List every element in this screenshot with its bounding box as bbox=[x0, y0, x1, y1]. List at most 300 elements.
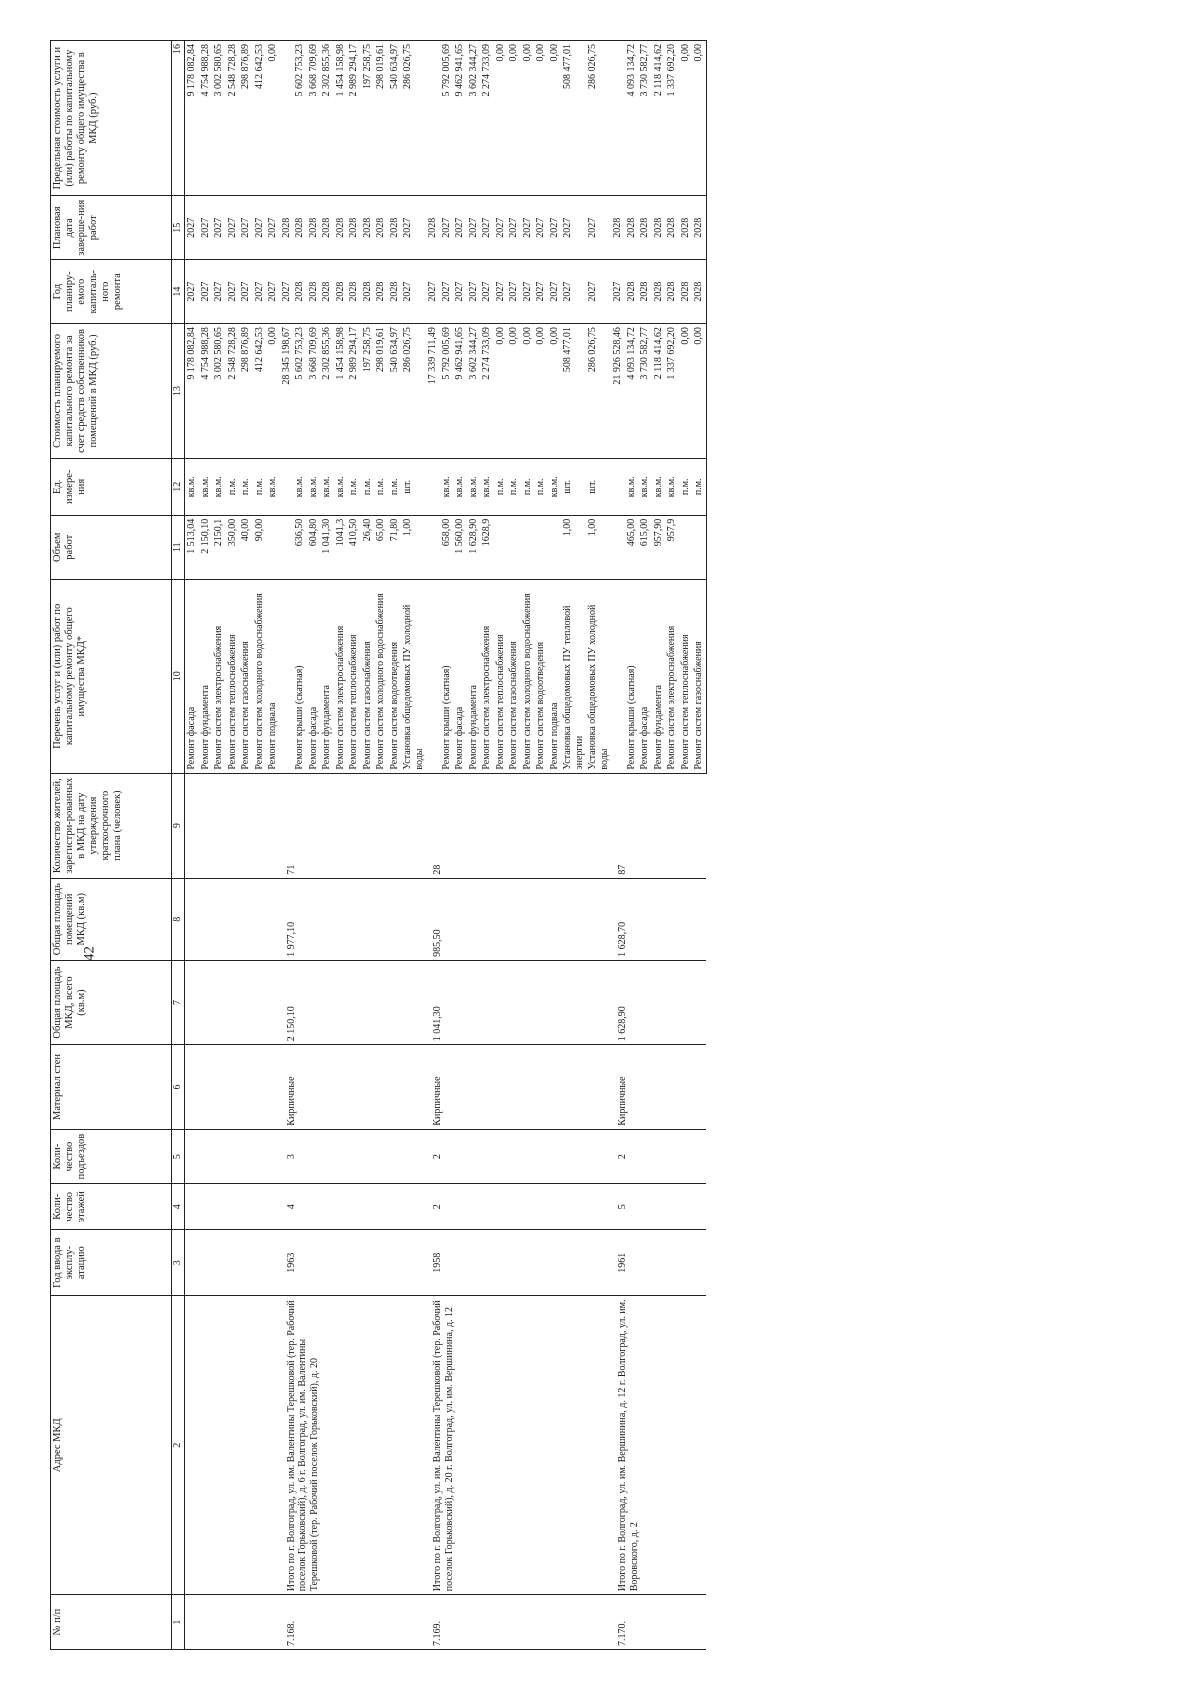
work-cost: 298 876,89 bbox=[239, 324, 253, 459]
work-end-date: 2028 bbox=[347, 196, 361, 260]
work-unit: п.м. bbox=[361, 458, 375, 515]
work-name: Ремонт систем электроснабжения bbox=[334, 579, 348, 773]
work-cost: 298 019,61 bbox=[374, 324, 388, 459]
work-limit: 0,00 bbox=[507, 41, 521, 196]
column-header: Общая площадь МКД, всего (кв.м) bbox=[51, 960, 172, 1044]
work-plan-year: 2028 bbox=[692, 260, 706, 324]
work-plan-year: 2028 bbox=[361, 260, 375, 324]
work-end-date: 2027 bbox=[586, 196, 611, 260]
group-material: Кирпичные bbox=[611, 1045, 706, 1129]
work-limit: 540 634,97 bbox=[388, 41, 402, 196]
group-floors: 5 bbox=[611, 1184, 706, 1230]
work-unit: п.м. bbox=[347, 458, 361, 515]
work-end-date: 2027 bbox=[199, 196, 213, 260]
work-end-date: 2027 bbox=[253, 196, 267, 260]
work-volume bbox=[494, 515, 508, 579]
work-end-date: 2027 bbox=[453, 196, 467, 260]
column-number: 9 bbox=[172, 773, 185, 878]
column-header: Плановая дата заверше-ния работ bbox=[51, 196, 172, 260]
work-end-date: 2027 bbox=[226, 196, 240, 260]
column-number: 13 bbox=[172, 324, 185, 459]
work-end-date: 2027 bbox=[480, 196, 494, 260]
work-volume: 1,00 bbox=[586, 515, 611, 579]
work-cost: 2 302 855,36 bbox=[320, 324, 334, 459]
work-volume: 1628,9 bbox=[480, 515, 494, 579]
work-cost: 2 274 733,09 bbox=[480, 324, 494, 459]
empty-cell bbox=[426, 515, 440, 579]
work-name: Ремонт систем холодного водоснабжения bbox=[253, 579, 267, 773]
group-total-year: 2027 bbox=[280, 260, 294, 324]
work-limit: 286 026,75 bbox=[401, 41, 426, 196]
work-limit: 2 274 733,09 bbox=[480, 41, 494, 196]
work-cost: 4 754 988,28 bbox=[199, 324, 213, 459]
group-floors bbox=[185, 1184, 280, 1230]
column-number: 4 bbox=[172, 1184, 185, 1230]
group-row bbox=[426, 41, 440, 1650]
group-year: 1958 bbox=[426, 1230, 611, 1296]
group-address: Итого по г. Волгоград, ул. им. Вершинина, д. 12 г. Волгоград, ул. им. Воровского, д. 2 bbox=[611, 1296, 706, 1595]
page-number: 42 bbox=[81, 946, 98, 961]
work-plan-year: 2027 bbox=[467, 260, 481, 324]
work-plan-year: 2027 bbox=[266, 260, 280, 324]
work-limit: 0,00 bbox=[534, 41, 548, 196]
work-limit: 4 754 988,28 bbox=[199, 41, 213, 196]
work-volume bbox=[534, 515, 548, 579]
work-plan-year: 2027 bbox=[453, 260, 467, 324]
work-cost: 5 792 005,69 bbox=[440, 324, 454, 459]
work-unit: кв.м. bbox=[467, 458, 481, 515]
work-end-date: 2028 bbox=[692, 196, 706, 260]
column-header: Год ввода в эксплу-атацию bbox=[51, 1230, 172, 1296]
column-number: 6 bbox=[172, 1045, 185, 1129]
table-row bbox=[185, 41, 199, 1650]
work-unit: п.м. bbox=[239, 458, 253, 515]
work-unit: п.м. bbox=[534, 458, 548, 515]
column-number: 11 bbox=[172, 515, 185, 579]
work-name: Ремонт систем водоотведения bbox=[534, 579, 548, 773]
work-volume bbox=[679, 515, 693, 579]
work-volume: 636,50 bbox=[293, 515, 307, 579]
work-limit: 1 337 692,20 bbox=[665, 41, 679, 196]
work-end-date: 2027 bbox=[507, 196, 521, 260]
column-number: 15 bbox=[172, 196, 185, 260]
column-number: 14 bbox=[172, 260, 185, 324]
work-name: Ремонт подвала bbox=[266, 579, 280, 773]
work-plan-year: 2028 bbox=[293, 260, 307, 324]
work-end-date: 2028 bbox=[320, 196, 334, 260]
work-plan-year: 2028 bbox=[679, 260, 693, 324]
work-end-date: 2028 bbox=[361, 196, 375, 260]
work-limit: 286 026,75 bbox=[586, 41, 611, 196]
empty-cell bbox=[426, 458, 440, 515]
group-total-end: 2028 bbox=[280, 196, 294, 260]
group-entrances: 2 bbox=[611, 1129, 706, 1184]
work-name: Ремонт систем газоснабжения bbox=[239, 579, 253, 773]
group-entrances: 2 bbox=[426, 1129, 611, 1184]
work-name: Ремонт фундамента bbox=[199, 579, 213, 773]
group-area-total: 2 150,10 bbox=[280, 960, 427, 1044]
work-plan-year: 2027 bbox=[494, 260, 508, 324]
work-volume: 957,9 bbox=[665, 515, 679, 579]
work-cost: 2 118 414,62 bbox=[652, 324, 666, 459]
work-end-date: 2027 bbox=[239, 196, 253, 260]
column-header: Перечень услуг и (или) работ по капитальному ремонту общего имущества МКД* bbox=[51, 579, 172, 773]
work-plan-year: 2027 bbox=[480, 260, 494, 324]
work-unit: кв.м. bbox=[266, 458, 280, 515]
work-volume: 465,00 bbox=[625, 515, 639, 579]
work-plan-year: 2027 bbox=[440, 260, 454, 324]
work-end-date: 2028 bbox=[374, 196, 388, 260]
work-unit: п.м. bbox=[507, 458, 521, 515]
work-limit: 0,00 bbox=[679, 41, 693, 196]
column-number: 12 bbox=[172, 458, 185, 515]
work-volume: 957,90 bbox=[652, 515, 666, 579]
work-limit: 3 730 582,77 bbox=[638, 41, 652, 196]
group-no: 7.170. bbox=[611, 1595, 706, 1650]
work-unit: п.м. bbox=[388, 458, 402, 515]
work-cost: 9 462 941,65 bbox=[453, 324, 467, 459]
work-cost: 3 668 709,69 bbox=[307, 324, 321, 459]
work-unit: кв.м. bbox=[665, 458, 679, 515]
work-plan-year: 2027 bbox=[185, 260, 199, 324]
work-plan-year: 2028 bbox=[347, 260, 361, 324]
work-cost: 0,00 bbox=[507, 324, 521, 459]
repair-plan-table bbox=[50, 40, 707, 1650]
work-volume: 658,00 bbox=[440, 515, 454, 579]
work-cost: 3 730 582,77 bbox=[638, 324, 652, 459]
work-end-date: 2027 bbox=[561, 196, 586, 260]
work-cost: 0,00 bbox=[534, 324, 548, 459]
work-plan-year: 2028 bbox=[374, 260, 388, 324]
work-cost: 197 258,75 bbox=[361, 324, 375, 459]
work-name: Ремонт крыши (скатная) bbox=[625, 579, 639, 773]
work-limit: 9 462 941,65 bbox=[453, 41, 467, 196]
column-header: Коли-чество этажей bbox=[51, 1184, 172, 1230]
work-limit: 2 302 855,36 bbox=[320, 41, 334, 196]
rotated-page bbox=[50, 40, 1160, 1650]
work-unit: кв.м. bbox=[625, 458, 639, 515]
work-unit: шт. bbox=[401, 458, 426, 515]
work-plan-year: 2028 bbox=[638, 260, 652, 324]
work-cost: 508 477,01 bbox=[561, 324, 586, 459]
work-volume: 90,00 bbox=[253, 515, 267, 579]
work-name: Установка общедомовых ПУ холодной воды bbox=[586, 579, 611, 773]
work-volume bbox=[266, 515, 280, 579]
work-end-date: 2028 bbox=[652, 196, 666, 260]
work-volume: 1,00 bbox=[561, 515, 586, 579]
column-header: Материал стен bbox=[51, 1045, 172, 1129]
work-end-date: 2027 bbox=[185, 196, 199, 260]
work-cost: 286 026,75 bbox=[586, 324, 611, 459]
group-address: Итого по г. Волгоград, ул. им. Валентины Терешковой (тер. Рабочий поселок Горьковский), д. 6 г. Волгоград, ул. им. Валентины Терешковой (тер. Рабочий поселок Горьковский), д. 20 bbox=[280, 1296, 427, 1595]
group-total-end: 2028 bbox=[611, 196, 625, 260]
work-unit: кв.м. bbox=[199, 458, 213, 515]
table-body bbox=[185, 41, 707, 1650]
work-name: Установка общедомовых ПУ тепловой энергии bbox=[561, 579, 586, 773]
work-cost: 0,00 bbox=[266, 324, 280, 459]
work-end-date: 2027 bbox=[494, 196, 508, 260]
group-material: Кирпичные bbox=[280, 1045, 427, 1129]
group-area-rooms: 985,50 bbox=[426, 878, 611, 960]
group-total-year: 2027 bbox=[611, 260, 625, 324]
group-no: 7.168. bbox=[280, 1595, 427, 1650]
work-plan-year: 2027 bbox=[212, 260, 226, 324]
work-name: Ремонт систем газоснабжения bbox=[692, 579, 706, 773]
work-volume: 65,00 bbox=[374, 515, 388, 579]
work-name: Ремонт фасада bbox=[638, 579, 652, 773]
work-cost: 1 337 692,20 bbox=[665, 324, 679, 459]
work-plan-year: 2028 bbox=[652, 260, 666, 324]
column-header: Количество жителей, зарегистри-рованных в МКД на дату утверждения краткосрочного плана (человек) bbox=[51, 773, 172, 878]
work-limit: 508 477,01 bbox=[561, 41, 586, 196]
column-number: 2 bbox=[172, 1296, 185, 1595]
column-header: Год планиру-емого капиталь-ного ремонта bbox=[51, 260, 172, 324]
work-limit: 3 668 709,69 bbox=[307, 41, 321, 196]
group-area-total: 1 628,90 bbox=[611, 960, 706, 1044]
work-unit: кв.м. bbox=[212, 458, 226, 515]
work-cost: 0,00 bbox=[548, 324, 562, 459]
work-limit: 5 602 753,23 bbox=[293, 41, 307, 196]
group-year: 1963 bbox=[280, 1230, 427, 1296]
group-no: 7.169. bbox=[426, 1595, 611, 1650]
work-unit: кв.м. bbox=[307, 458, 321, 515]
work-name: Ремонт систем газоснабжения bbox=[361, 579, 375, 773]
column-number: 3 bbox=[172, 1230, 185, 1296]
work-limit: 2 548 728,28 bbox=[226, 41, 240, 196]
work-plan-year: 2028 bbox=[320, 260, 334, 324]
work-limit: 4 093 134,72 bbox=[625, 41, 639, 196]
group-year: 1961 bbox=[611, 1230, 706, 1296]
work-volume: 71,80 bbox=[388, 515, 402, 579]
work-end-date: 2028 bbox=[679, 196, 693, 260]
group-material: Кирпичные bbox=[426, 1045, 611, 1129]
work-unit: кв.м. bbox=[334, 458, 348, 515]
work-limit: 1 454 158,98 bbox=[334, 41, 348, 196]
work-name: Ремонт систем теплоснабжения bbox=[679, 579, 693, 773]
column-header: Ед. измере-ния bbox=[51, 458, 172, 515]
work-end-date: 2028 bbox=[665, 196, 679, 260]
work-name: Ремонт крыши (скатная) bbox=[293, 579, 307, 773]
group-total-year: 2027 bbox=[426, 260, 440, 324]
group-area-rooms: 1 628,70 bbox=[611, 878, 706, 960]
work-plan-year: 2027 bbox=[561, 260, 586, 324]
work-end-date: 2028 bbox=[334, 196, 348, 260]
empty-cell bbox=[611, 41, 625, 196]
group-total-end: 2028 bbox=[426, 196, 440, 260]
work-volume: 1 041,30 bbox=[320, 515, 334, 579]
column-number: 1 bbox=[172, 1595, 185, 1650]
empty-cell bbox=[280, 458, 294, 515]
work-name: Ремонт систем теплоснабжения bbox=[347, 579, 361, 773]
work-volume: 1 628,90 bbox=[467, 515, 481, 579]
work-end-date: 2027 bbox=[521, 196, 535, 260]
empty-cell bbox=[426, 41, 440, 196]
work-end-date: 2027 bbox=[212, 196, 226, 260]
work-volume bbox=[507, 515, 521, 579]
empty-cell bbox=[280, 515, 294, 579]
work-end-date: 2027 bbox=[440, 196, 454, 260]
work-unit: кв.м. bbox=[453, 458, 467, 515]
work-end-date: 2028 bbox=[388, 196, 402, 260]
work-volume: 1 513,04 bbox=[185, 515, 199, 579]
work-plan-year: 2027 bbox=[239, 260, 253, 324]
header-row bbox=[51, 41, 172, 1650]
work-limit: 5 792 005,69 bbox=[440, 41, 454, 196]
work-name: Ремонт систем холодного водоснабжения bbox=[521, 579, 535, 773]
group-floors: 4 bbox=[280, 1184, 427, 1230]
work-name: Ремонт систем электроснабжения bbox=[480, 579, 494, 773]
group-address bbox=[185, 1296, 280, 1595]
column-header: Общая площадь помещений МКД (кв.м) bbox=[51, 878, 172, 960]
group-floors: 2 bbox=[426, 1184, 611, 1230]
work-name: Ремонт систем электроснабжения bbox=[212, 579, 226, 773]
work-end-date: 2028 bbox=[293, 196, 307, 260]
work-unit: кв.м. bbox=[185, 458, 199, 515]
group-total-cost: 28 345 198,67 bbox=[280, 324, 294, 459]
work-unit: шт. bbox=[561, 458, 586, 515]
work-plan-year: 2027 bbox=[226, 260, 240, 324]
work-name: Ремонт фасада bbox=[307, 579, 321, 773]
column-header: Предельная стоимость услуги и (или) работы по капитальному ремонту общего имущества в МКД (руб.) bbox=[51, 41, 172, 196]
work-end-date: 2027 bbox=[401, 196, 426, 260]
column-number: 8 bbox=[172, 878, 185, 960]
work-plan-year: 2028 bbox=[625, 260, 639, 324]
work-volume: 1 560,00 bbox=[453, 515, 467, 579]
work-limit: 298 019,61 bbox=[374, 41, 388, 196]
work-plan-year: 2027 bbox=[534, 260, 548, 324]
work-limit: 3 602 344,27 bbox=[467, 41, 481, 196]
work-limit: 412 642,53 bbox=[253, 41, 267, 196]
work-limit: 197 258,75 bbox=[361, 41, 375, 196]
work-volume: 604,80 bbox=[307, 515, 321, 579]
empty-cell bbox=[426, 579, 440, 773]
group-total-cost: 17 339 711,49 bbox=[426, 324, 440, 459]
work-cost: 0,00 bbox=[494, 324, 508, 459]
work-unit: кв.м. bbox=[440, 458, 454, 515]
work-volume: 2150,1 bbox=[212, 515, 226, 579]
work-end-date: 2027 bbox=[266, 196, 280, 260]
work-volume: 350,00 bbox=[226, 515, 240, 579]
work-plan-year: 2027 bbox=[586, 260, 611, 324]
work-volume: 410,50 bbox=[347, 515, 361, 579]
column-number: 10 bbox=[172, 579, 185, 773]
group-area-total bbox=[185, 960, 280, 1044]
work-end-date: 2027 bbox=[534, 196, 548, 260]
group-area-rooms: 1 977,10 bbox=[280, 878, 427, 960]
work-unit: кв.м. bbox=[638, 458, 652, 515]
work-unit: кв.м. bbox=[480, 458, 494, 515]
work-cost: 286 026,75 bbox=[401, 324, 426, 459]
work-unit: кв.м. bbox=[548, 458, 562, 515]
work-cost: 9 178 082,84 bbox=[185, 324, 199, 459]
work-plan-year: 2027 bbox=[507, 260, 521, 324]
column-header: Коли-чество подъездов bbox=[51, 1129, 172, 1184]
work-name: Ремонт фасада bbox=[185, 579, 199, 773]
work-unit: п.м. bbox=[226, 458, 240, 515]
work-plan-year: 2027 bbox=[253, 260, 267, 324]
work-cost: 412 642,53 bbox=[253, 324, 267, 459]
work-volume: 26,40 bbox=[361, 515, 375, 579]
group-row bbox=[280, 41, 294, 1650]
work-unit: п.м. bbox=[692, 458, 706, 515]
work-cost: 0,00 bbox=[679, 324, 693, 459]
work-name: Ремонт систем теплоснабжения bbox=[494, 579, 508, 773]
work-name: Ремонт фундамента bbox=[320, 579, 334, 773]
group-residents: 28 bbox=[426, 773, 611, 878]
column-number: 7 bbox=[172, 960, 185, 1044]
work-end-date: 2027 bbox=[548, 196, 562, 260]
work-volume: 2 150,10 bbox=[199, 515, 213, 579]
work-plan-year: 2028 bbox=[307, 260, 321, 324]
work-unit: п.м. bbox=[521, 458, 535, 515]
work-cost: 1 454 158,98 bbox=[334, 324, 348, 459]
work-name: Ремонт систем электроснабжения bbox=[665, 579, 679, 773]
work-unit: шт. bbox=[586, 458, 611, 515]
group-total-cost: 21 926 528,46 bbox=[611, 324, 625, 459]
column-header: Адрес МКД bbox=[51, 1296, 172, 1595]
work-unit: кв.м. bbox=[293, 458, 307, 515]
work-name: Ремонт фасада bbox=[453, 579, 467, 773]
work-volume bbox=[521, 515, 535, 579]
work-limit: 9 178 082,84 bbox=[185, 41, 199, 196]
group-residents: 87 bbox=[611, 773, 706, 878]
work-unit: кв.м. bbox=[652, 458, 666, 515]
work-plan-year: 2028 bbox=[334, 260, 348, 324]
work-cost: 0,00 bbox=[692, 324, 706, 459]
work-volume bbox=[692, 515, 706, 579]
work-plan-year: 2027 bbox=[548, 260, 562, 324]
work-volume bbox=[548, 515, 562, 579]
work-name: Установка общедомовых ПУ холодной воды bbox=[401, 579, 426, 773]
group-row bbox=[611, 41, 625, 1650]
work-name: Ремонт крыши (скатная) bbox=[440, 579, 454, 773]
work-cost: 2 548 728,28 bbox=[226, 324, 240, 459]
work-volume: 1041,3 bbox=[334, 515, 348, 579]
work-volume: 40,00 bbox=[239, 515, 253, 579]
work-plan-year: 2027 bbox=[521, 260, 535, 324]
work-plan-year: 2028 bbox=[665, 260, 679, 324]
work-end-date: 2027 bbox=[467, 196, 481, 260]
column-header: Стоимость планируемого капитального ремонта за счет средств собственников помещений в МКД (руб.) bbox=[51, 324, 172, 459]
work-name: Ремонт систем теплоснабжения bbox=[226, 579, 240, 773]
work-limit: 0,00 bbox=[266, 41, 280, 196]
work-name: Ремонт подвала bbox=[548, 579, 562, 773]
work-name: Ремонт фундамента bbox=[652, 579, 666, 773]
work-end-date: 2028 bbox=[638, 196, 652, 260]
work-limit: 0,00 bbox=[521, 41, 535, 196]
work-name: Ремонт фундамента bbox=[467, 579, 481, 773]
work-limit: 2 118 414,62 bbox=[652, 41, 666, 196]
work-plan-year: 2027 bbox=[401, 260, 426, 324]
work-unit: кв.м. bbox=[320, 458, 334, 515]
empty-cell bbox=[611, 579, 625, 773]
group-address: Итого по г. Волгоград, ул. им. Валентины Терешковой (тер. Рабочий поселок Горьковский), д. 20 г. Волгоград, ул. им. Вершинина, д. 12 bbox=[426, 1296, 611, 1595]
group-entrances bbox=[185, 1129, 280, 1184]
work-limit: 0,00 bbox=[548, 41, 562, 196]
work-limit: 0,00 bbox=[494, 41, 508, 196]
work-cost: 3 002 580,65 bbox=[212, 324, 226, 459]
work-volume: 1,00 bbox=[401, 515, 426, 579]
work-cost: 540 634,97 bbox=[388, 324, 402, 459]
empty-cell bbox=[611, 458, 625, 515]
work-cost: 5 602 753,23 bbox=[293, 324, 307, 459]
group-area-rooms bbox=[185, 878, 280, 960]
work-unit: п.м. bbox=[679, 458, 693, 515]
group-area-total: 1 041,30 bbox=[426, 960, 611, 1044]
work-name: Ремонт систем водоотведения bbox=[388, 579, 402, 773]
group-year bbox=[185, 1230, 280, 1296]
work-limit: 0,00 bbox=[692, 41, 706, 196]
